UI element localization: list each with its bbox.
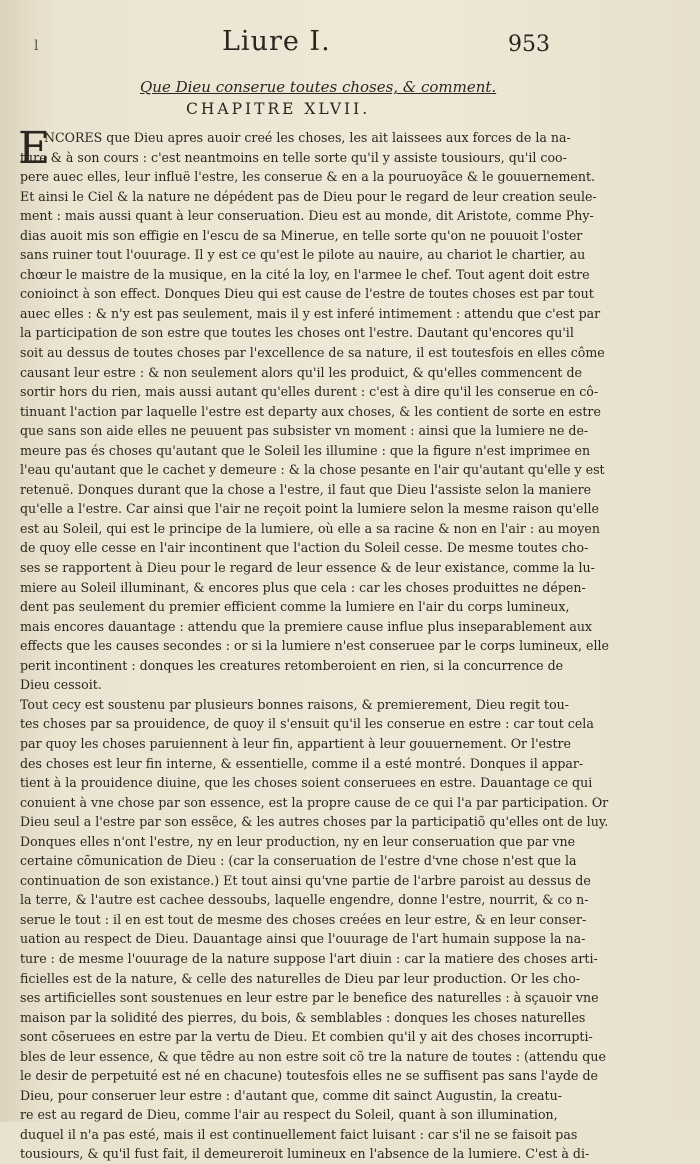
text-line: Et ainsi le Ciel & la nature ne dépédent pas de Dieu pour le regard de leur creation seule-	[20, 188, 597, 204]
text-line: uation au respect de Dieu. Dauantage ainsi que l'ouurage de l'art humain suppose la na-	[20, 931, 586, 947]
text-line: ture : de mesme l'ouurage de la nature suppose l'art diuin : car la matiere des choses arti-	[20, 950, 598, 966]
text-line: continuation de son existance.) Et tout ainsi qu'vne partie de l'arbre paroist au dessus de	[20, 872, 591, 888]
text-line: l'eau qu'autant que le cachet y demeure : & la chose pesante en l'air qu'autant qu'elle y est	[20, 462, 605, 478]
text-line: tinuant l'action par laquelle l'estre est departy aux choses, & les contient de sorte en estre	[20, 403, 601, 419]
text-line: conioinct à son effect. Donques Dieu qui est cause de l'estre de toutes choses est par tout	[20, 286, 594, 302]
text-line: est au Soleil, qui est le principe de la lumiere, où elle a sa racine & non en l'air : au moyen	[20, 520, 600, 536]
text-line: ture & à son cours : c'est neantmoins en telle sorte qu'il y assiste tousiours, qu'il coo-	[20, 149, 567, 165]
text-line: la terre, & l'autre est cachee dessoubs, laquelle engendre, donne l'estre, nourrit, & co n-	[20, 892, 589, 908]
chapter-subtitle: Que Dieu conserue toutes choses, & comment.	[140, 78, 497, 96]
text-line: conuient à vne chose par son essence, est la propre cause de ce qui l'a par participation. Or	[20, 794, 609, 810]
text-line: maison par la solidité des pierres, du bois, & semblables : donques les choses naturelles	[20, 1009, 586, 1025]
text-line: retenuë. Donques durant que la chose a l'estre, il faut que Dieu l'assiste selon la maniere	[20, 481, 592, 497]
text-line: des choses est leur fin interne, & essentielle, comme il a esté montré. Donques il appar-	[20, 755, 584, 771]
text-line: tes choses par sa prouidence, de quoy il s'ensuit qu'il les conserue en estre : car tout cela	[20, 716, 594, 732]
text-line: qu'elle a l'estre. Car ainsi que l'air ne reçoit point la lumiere selon la mesme raison qu'elle	[20, 501, 599, 517]
text-line: tousiours, & qu'il fust fait, il demeureroit lumineux en l'absence de la lumiere. C'est à di-	[20, 1146, 590, 1162]
text-line: ficielles est de la nature, & celle des naturelles de Dieu par leur production. Or les cho-	[20, 970, 581, 986]
text-line: Dieu, pour conseruer leur estre : d'autant que, comme dit sainct Augustin, la creatu-	[20, 1087, 562, 1103]
text-line: par quoy les choses paruiennent à leur fin, appartient à leur gouuernement. Or l'estre	[20, 735, 571, 751]
text-line: sans ruiner tout l'ouurage. Il y est ce qu'est le pilote au nauire, au chariot le chartier, au	[20, 247, 586, 263]
text-line: Tout cecy est soustenu par plusieurs bonnes raisons, & premierement, Dieu regit tou-	[20, 696, 570, 712]
running-head: Liure I.	[222, 26, 331, 57]
text-line: sont cõseruees en estre par la vertu de Dieu. Et combien qu'il y ait des choses incorrupti-	[20, 1029, 593, 1045]
text-line: duquel il n'a pas esté, mais il est continuellement faict luisant : car s'il ne se faisoit pas	[20, 1126, 578, 1142]
text-line: certaine cõmunication de Dieu : (car la conseruation de l'estre d'vne chose n'est que la	[20, 853, 577, 869]
text-line: mais encores dauantage : attendu que la premiere cause influe plus inseparablement aux	[20, 618, 593, 634]
text-line: meure pas és choses qu'autant que le Soleil les illumine : que la figure n'est imprimee en	[20, 442, 591, 458]
text-line: serue le tout : il en est tout de mesme des choses creées en leur estre, & en leur conser-	[20, 911, 587, 927]
text-line: dias auoit mis son effigie en l'escu de sa Minerue, en telle sorte qu'on ne pouuoit l'oster	[20, 227, 583, 243]
text-line: Dieu cessoit.	[20, 677, 102, 693]
body-text	[18, 123, 609, 1164]
text-line: ment : mais aussi quant à leur conseruation. Dieu est au monde, dit Aristote, comme Phy-	[20, 208, 594, 224]
text-line: auec elles : & n'y est pas seulement, mais il y est inferé intimement : attendu que c'est par	[20, 305, 601, 321]
text-line: de quoy elle cesse en l'air incontinent que l'action du Soleil cesse. De mesme toutes cho-	[20, 540, 589, 556]
text-line: perit incontinent : donques les creatures retomberoient en rien, si la concurrence de	[20, 657, 564, 673]
margin-mark: l	[34, 38, 39, 54]
text-line: bles de leur essence, & que tẽdre au non estre soit cõ tre la nature de toutes : (attendu que	[20, 1048, 606, 1064]
text-line: causant leur estre : & non seulement alors qu'il les produict, & qu'elles commencent de	[20, 364, 583, 380]
text-line: effects que les causes secondes : or si la lumiere n'est conseruee par le corps lumineux, elle	[20, 638, 609, 654]
text-line: sortir hors du rien, mais aussi autant qu'elles durent : c'est à dire qu'il les conserue en cô-	[20, 384, 599, 400]
text-line: Donques elles n'ont l'estre, ny en leur production, ny en leur conseruation que par vne	[20, 833, 576, 849]
text-line: miere au Soleil illuminant, & encores plus que cela : car les choses produittes ne dépen-	[20, 579, 586, 595]
text-line: la participation de son estre que toutes les choses ont l'estre. Dautant qu'encores qu'il	[20, 325, 574, 341]
text-line: ses se rapportent à Dieu pour le regard de leur essence & de leur existance, comme la lu-	[20, 560, 595, 576]
text-line: soit au dessus de toutes choses par l'excellence de sa nature, il est toutesfois en elles côme	[20, 345, 605, 361]
text-line: re est au regard de Dieu, comme l'air au respect du Soleil, quant à son illumination,	[20, 1107, 558, 1123]
chapter-heading: CHAPITRE XLVII.	[186, 100, 371, 118]
text-line: tient à la prouidence diuine, que les choses soient conseruees en estre. Dauantage ce qui	[20, 775, 593, 791]
page-number: 953	[508, 32, 550, 57]
text-line: dent pas seulement du premier efficient comme la lumiere en l'air du corps lumineux,	[20, 599, 570, 615]
text-line: le desir de perpetuité est né en chacune) toutesfois elles ne se suffisent pas sans l'ayde de	[20, 1068, 598, 1084]
text-line: pere auec elles, leur influë l'estre, les conserue & en a la pouruoyãce & le gouuernement.	[20, 169, 596, 185]
text-line: que sans son aide elles ne peuuent pas subsister vn moment : ainsi que la lumiere ne de-	[20, 423, 589, 439]
drop-cap: E	[18, 123, 51, 174]
text-line: ses artificielles sont soustenues en leur estre par le benefice des naturelles : à sçauoir vne	[20, 990, 599, 1006]
text-line: Dieu seul a l'estre par son essẽce, & les autres choses par la participatiõ qu'elles ont de luy.	[20, 814, 609, 830]
text-line: NCORES que Dieu apres auoir creé les choses, les ait laissees aux forces de la na-	[44, 130, 571, 145]
text-line: chœur le maistre de la musique, en la cité la loy, en l'armee le chef. Tout agent doit estre	[20, 266, 590, 282]
